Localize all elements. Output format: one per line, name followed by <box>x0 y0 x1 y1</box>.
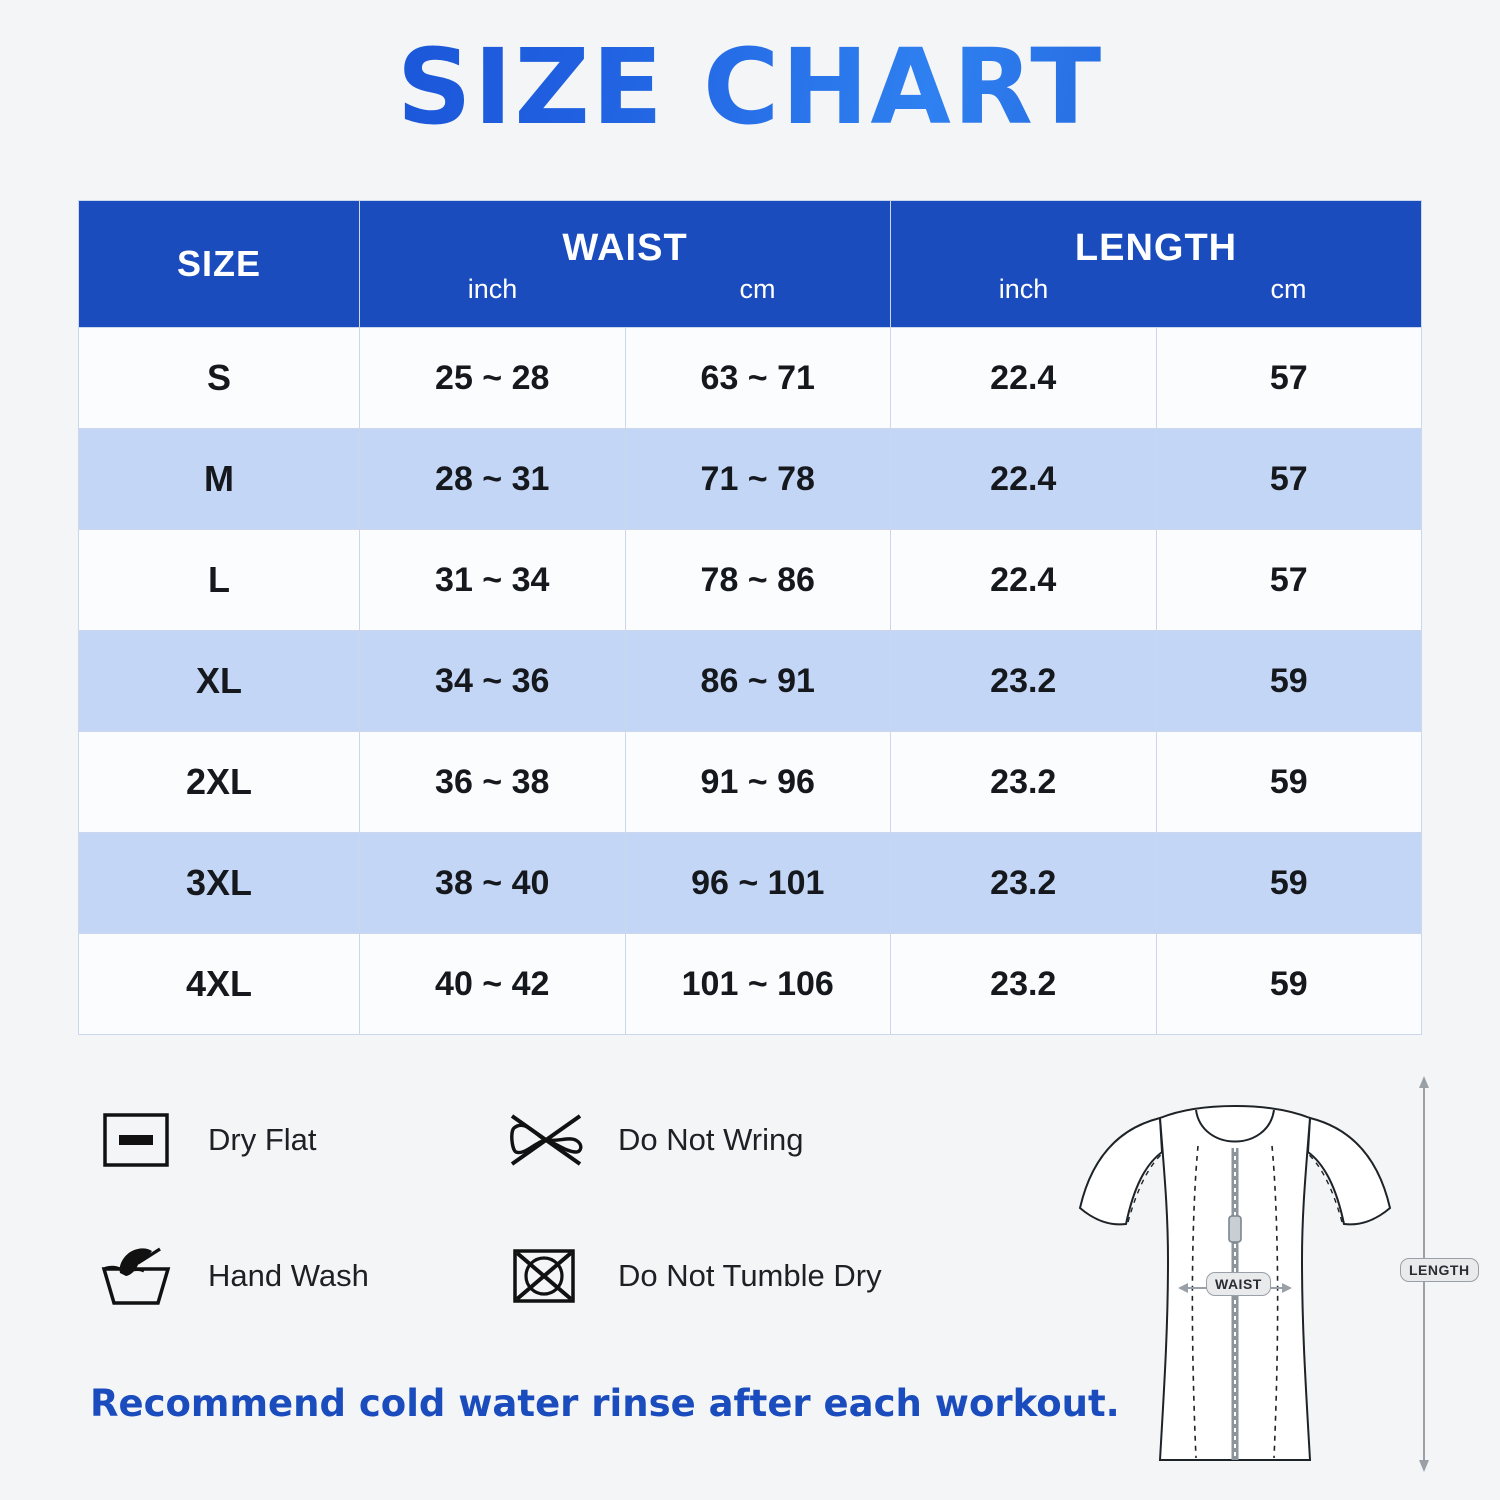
cell-length-cm: 59 <box>1156 631 1422 732</box>
cell-waist-cm: 63 ~ 71 <box>625 328 891 429</box>
cell-length-inch: 23.2 <box>891 631 1157 732</box>
cell-waist-inch: 34 ~ 36 <box>360 631 626 732</box>
care-label: Hand Wash <box>208 1258 369 1293</box>
cell-length-cm: 57 <box>1156 429 1422 530</box>
care-item-dry-flat <box>90 1100 500 1180</box>
column-header-length-unit-cm: cm <box>1270 274 1307 304</box>
column-header-size: SIZE <box>79 201 360 328</box>
cell-waist-inch: 36 ~ 38 <box>360 732 626 833</box>
column-header-length <box>891 201 1422 328</box>
cell-length-inch: 23.2 <box>891 732 1157 833</box>
cell-size: L <box>79 530 360 631</box>
column-header-waist-unit-cm: cm <box>739 274 776 304</box>
do-not-tumble-dry-icon <box>500 1236 592 1316</box>
cell-size: S <box>79 328 360 429</box>
cell-waist-inch: 40 ~ 42 <box>360 934 626 1035</box>
do-not-wring-icon <box>500 1100 592 1180</box>
table-row <box>79 530 1422 631</box>
column-header-waist-unit-inch: inch <box>467 274 518 304</box>
hand-wash-icon <box>90 1236 182 1316</box>
column-header-length-unit-inch: inch <box>998 274 1049 304</box>
cell-waist-cm: 91 ~ 96 <box>625 732 891 833</box>
care-item-do-not-tumble-dry <box>500 1236 910 1316</box>
table-row <box>79 934 1422 1035</box>
table-body <box>79 328 1422 1035</box>
waist-tag: WAIST <box>1206 1272 1271 1296</box>
cell-length-cm: 59 <box>1156 934 1422 1035</box>
cell-length-cm: 57 <box>1156 530 1422 631</box>
cell-waist-inch: 38 ~ 40 <box>360 833 626 934</box>
table-row <box>79 732 1422 833</box>
cell-waist-cm: 71 ~ 78 <box>625 429 891 530</box>
cell-waist-cm: 96 ~ 101 <box>625 833 891 934</box>
size-chart-table-wrapper <box>78 200 1422 1035</box>
table-header <box>79 201 1422 328</box>
care-item-hand-wash <box>90 1236 500 1316</box>
cell-length-inch: 23.2 <box>891 934 1157 1035</box>
cell-waist-cm: 78 ~ 86 <box>625 530 891 631</box>
cell-length-cm: 59 <box>1156 732 1422 833</box>
cell-size: 3XL <box>79 833 360 934</box>
length-tag: LENGTH <box>1400 1258 1479 1282</box>
dry-flat-icon <box>90 1100 182 1180</box>
cell-waist-cm: 86 ~ 91 <box>625 631 891 732</box>
care-item-do-not-wring <box>500 1100 910 1180</box>
cell-length-inch: 22.4 <box>891 530 1157 631</box>
cell-length-inch: 22.4 <box>891 328 1157 429</box>
column-header-length-label: LENGTH <box>1074 227 1238 269</box>
cell-size: XL <box>79 631 360 732</box>
cell-size: M <box>79 429 360 530</box>
care-row <box>90 1100 990 1180</box>
cell-length-cm: 57 <box>1156 328 1422 429</box>
page-title: SIZE CHART <box>0 0 1500 152</box>
garment-illustration <box>1010 1060 1470 1490</box>
care-row <box>90 1236 990 1316</box>
care-label: Do Not Wring <box>618 1122 804 1157</box>
table-row <box>79 833 1422 934</box>
cell-waist-cm: 101 ~ 106 <box>625 934 891 1035</box>
table-row <box>79 631 1422 732</box>
cell-size: 4XL <box>79 934 360 1035</box>
cell-length-inch: 22.4 <box>891 429 1157 530</box>
cell-size: 2XL <box>79 732 360 833</box>
care-instructions <box>90 1100 990 1372</box>
column-header-waist <box>360 201 891 328</box>
table-row <box>79 328 1422 429</box>
care-label: Dry Flat <box>208 1122 317 1157</box>
cell-waist-inch: 31 ~ 34 <box>360 530 626 631</box>
table-row <box>79 429 1422 530</box>
care-label: Do Not Tumble Dry <box>618 1258 882 1293</box>
column-header-waist-label: WAIST <box>562 227 688 269</box>
cell-waist-inch: 25 ~ 28 <box>360 328 626 429</box>
care-note: Recommend cold water rinse after each workout. <box>90 1382 1120 1425</box>
cell-waist-inch: 28 ~ 31 <box>360 429 626 530</box>
cell-length-inch: 23.2 <box>891 833 1157 934</box>
size-chart-table <box>78 200 1422 1035</box>
cell-length-cm: 59 <box>1156 833 1422 934</box>
